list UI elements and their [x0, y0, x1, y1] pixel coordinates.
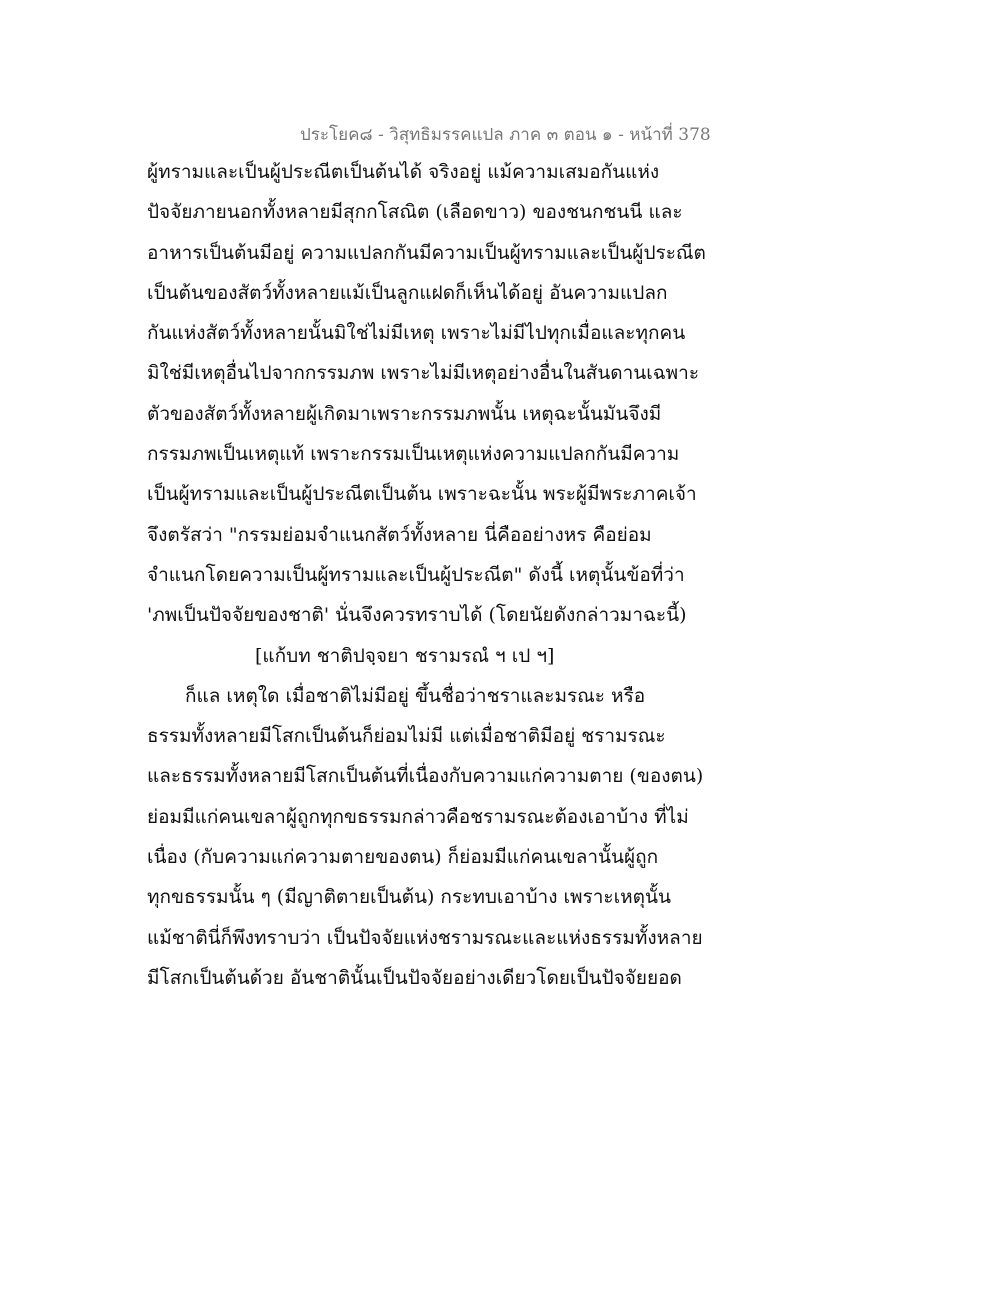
text-line: ย่อมมีแก่คนเขลาผู้ถูกทุกขธรรมกล่าวคือชรามรณะต้องเอาบ้าง ที่ไม่ — [147, 805, 689, 828]
body-text — [147, 152, 707, 998]
text-line: ธรรมทั้งหลายมีโสกเป็นต้นก็ย่อมไม่มี แต่เมื่อชาติมีอยู่ ชรามรณะ — [147, 725, 666, 748]
text-line: กรรมภพเป็นเหตุแท้ เพราะกรรมเป็นเหตุแห่งความแปลกกันมีความ — [147, 443, 680, 466]
text-line: ปัจจัยภายนอกทั้งหลายมีสุกกโสณิต (เลือดขาว) ของชนกชนนี และ — [147, 201, 683, 224]
text-line: ผู้ทรามและเป็นผู้ประณีตเป็นต้นได้ จริงอยู่ แม้ความเสมอกันแห่ง — [147, 161, 660, 183]
text-line: อาหารเป็นต้นมีอยู่ ความแปลกกันมีความเป็นผู้ทรามและเป็นผู้ประณีต — [147, 241, 706, 264]
text-line: ตัวของสัตว์ทั้งหลายผู้เกิดมาเพราะกรรมภพนั้น เหตุฉะนั้นมันจึงมี — [147, 402, 662, 425]
text-line: แม้ชาตินี่ก็พึงทราบว่า เป็นปัจจัยแห่งชรามรณะและแห่งธรรมทั้งหลาย — [147, 926, 703, 949]
text-line: มีโสกเป็นต้นด้วย อันชาตินั้นเป็นปัจจัยอย่างเดียวโดยเป็นปัจจัยยอด — [147, 966, 682, 989]
text-line: จำแนกโดยความเป็นผู้ทรามและเป็นผู้ประณีต" ดังนี้ เหตุนั้นข้อที่ว่า — [147, 563, 685, 586]
text-line: เนื่อง (กับความแก่ความตายของตน) ก็ย่อมมีแก่คนเขลานั้นผู้ถูก — [147, 846, 659, 869]
text-line: ทุกขธรรมนั้น ๆ (มีญาติตายเป็นต้น) กระทบเอาบ้าง เพราะเหตุนั้น — [147, 886, 671, 909]
text-line: ก็แล เหตุใด เมื่อชาติไม่มีอยู่ ขึ้นชื่อว่าชราและมรณะ หรือ — [185, 684, 646, 707]
text-line: เป็นต้นของสัตว์ทั้งหลายแม้เป็นลูกแฝดก็เห็นได้อยู่ อันความแปลก — [147, 281, 668, 304]
text-line: เป็นผู้ทรามและเป็นผู้ประณีตเป็นต้น เพราะฉะนั้น พระผู้มีพระภาคเจ้า — [147, 483, 697, 506]
running-head: ประโยค๘ - วิสุทธิมรรคแปล ภาค ๓ ตอน ๑ - หน้าที่ 378 — [300, 125, 711, 145]
section-heading: [แก้บท ชาติปจฺจยา ชรามรณํ ฯ เป ฯ] — [255, 644, 555, 667]
text-line: และธรรมทั้งหลายมีโสกเป็นต้นที่เนื่องกับความแก่ความตาย (ของตน) — [147, 765, 704, 788]
text-line: จึงตรัสว่า "กรรมย่อมจำแนกสัตว์ทั้งหลาย นี่คืออย่างหร คือย่อม — [147, 523, 652, 546]
text-line: 'ภพเป็นปัจจัยของชาติ' นั่นจึงควรทราบได้ (โดยนัยดังกล่าวมาฉะนี้) — [147, 604, 687, 627]
text-line: มิใช่มีเหตุอื่นไปจากกรรมภพ เพราะไม่มีเหตุอย่างอื่นในสันดานเฉพาะ — [147, 362, 700, 385]
text-line: กันแห่งสัตว์ทั้งหลายนั้นมิใช่ไม่มีเหตุ เพราะไม่มีไปทุกเมื่อและทุกคน — [147, 322, 686, 345]
